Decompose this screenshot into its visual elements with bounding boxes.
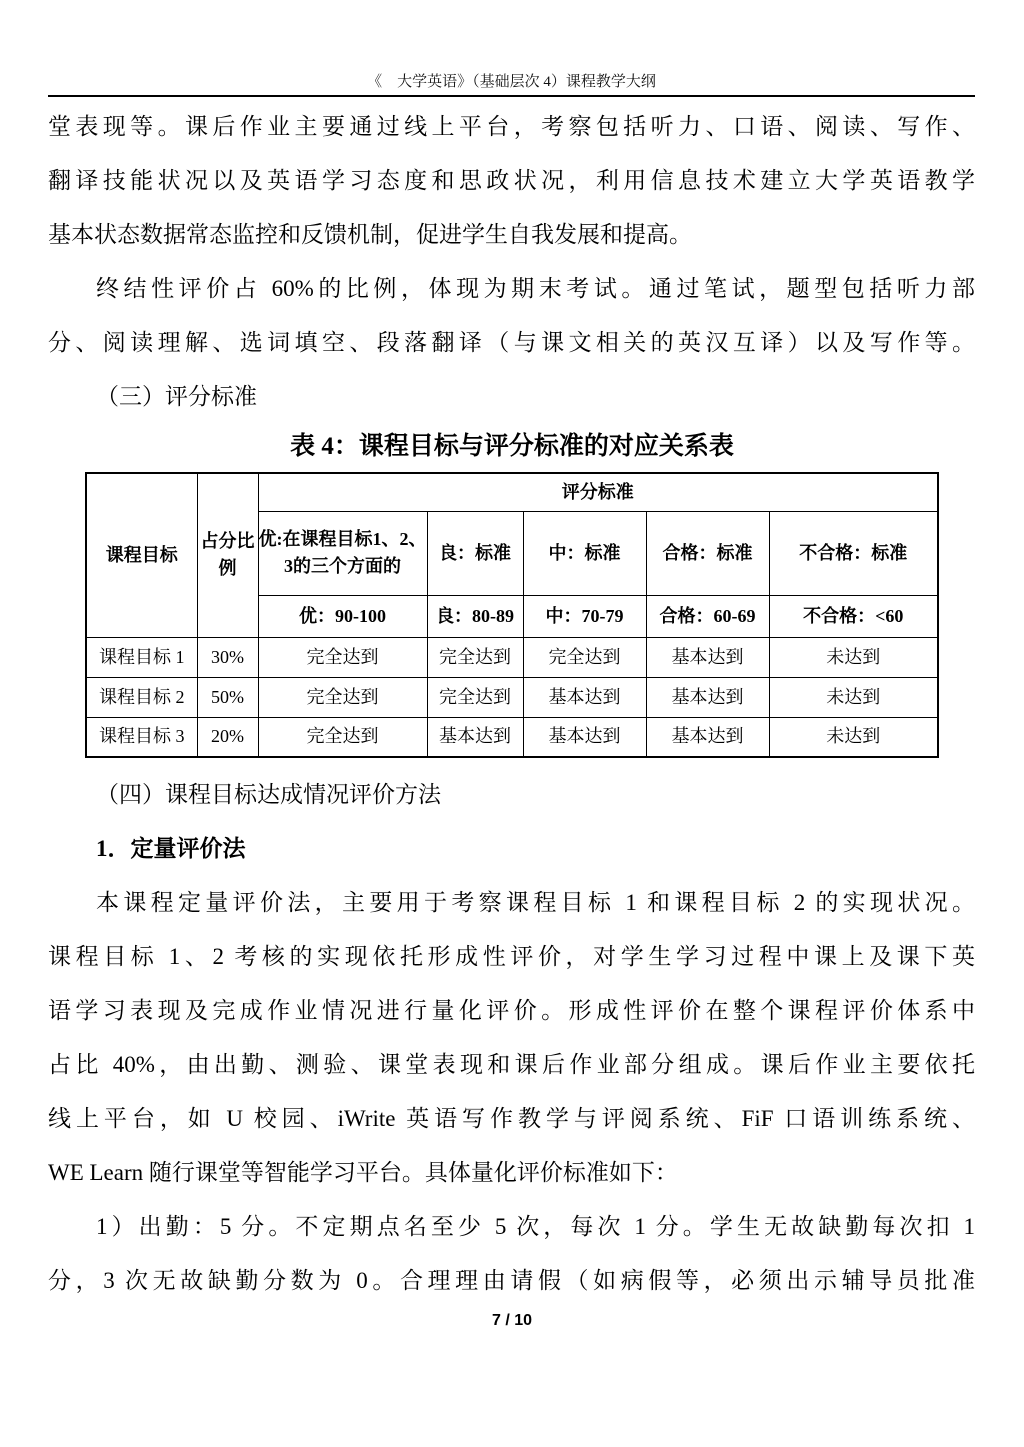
attainment-cell: 基本达到: [646, 637, 769, 677]
header-title: 《 大学英语》（基础层次 4）课程教学大纲: [367, 74, 656, 90]
table-row: [86, 637, 938, 677]
attainment-cell: 基本达到: [427, 717, 523, 757]
criteria-header-cell: 中：标准: [523, 511, 646, 595]
text-line: 堂表现等。课后作业主要通过线上平台，考察包括听力、口语、阅读、写作、: [48, 114, 975, 139]
goal-cell: 课程目标 1: [86, 637, 197, 677]
weight-cell: 30%: [197, 637, 258, 677]
text-line: 翻译技能状况以及英语学习态度和思政状况，利用信息技术建立大学英语教学: [48, 168, 975, 193]
attainment-cell: 基本达到: [646, 717, 769, 757]
attainment-cell: 完全达到: [258, 677, 427, 717]
attainment-cell: 未达到: [769, 677, 938, 717]
table-row: [86, 473, 938, 511]
body-text-bottom: [48, 768, 975, 1308]
text-line: 分，3 次无故缺勤分数为 0。合理理由请假（如病假等，必须出示辅导员批准: [48, 1268, 975, 1293]
attainment-cell: 基本达到: [646, 677, 769, 717]
text-line: 课程目标 1、2 考核的实现依托形成性评价，对学生学习过程中课上及课下英: [48, 944, 975, 969]
attainment-cell: 未达到: [769, 717, 938, 757]
text-line: 本课程定量评价法，主要用于考察课程目标 1 和课程目标 2 的实现状况。: [96, 890, 975, 915]
text-line: （四）课程目标达成情况评价方法: [96, 782, 441, 807]
grading-table: [85, 472, 939, 758]
text-line: 线上平台，如 U 校园、iWrite 英语写作教学与评阅系统、FiF 口语训练系统、: [48, 1106, 975, 1131]
table-row: [86, 717, 938, 757]
text-line: 语学习表现及完成作业情况进行量化评价。形成性评价在整个课程评价体系中: [48, 998, 975, 1023]
goal-column-header: 课程目标: [86, 473, 197, 637]
attainment-cell: 完全达到: [523, 637, 646, 677]
table-caption: 表 4：课程目标与评分标准的对应关系表: [290, 433, 734, 460]
attainment-cell: 完全达到: [258, 717, 427, 757]
header-rule: [48, 95, 975, 97]
attainment-cell: 基本达到: [523, 677, 646, 717]
attainment-cell: 完全达到: [427, 677, 523, 717]
score-range-cell: 中：70-79: [523, 595, 646, 637]
criteria-header-cell: 良：标准: [427, 511, 523, 595]
weight-cell: 20%: [197, 717, 258, 757]
attainment-cell: 完全达到: [258, 637, 427, 677]
text-line: 1．定量评价法: [96, 836, 246, 861]
criteria-header-cell: 不合格：标准: [769, 511, 938, 595]
table-row: [86, 677, 938, 717]
weight-cell: 50%: [197, 677, 258, 717]
text-line: 占比 40%，由出勤、测验、课堂表现和课后作业部分组成。课后作业主要依托: [48, 1052, 975, 1077]
body-text-top: [48, 100, 975, 424]
attainment-cell: 基本达到: [523, 717, 646, 757]
score-range-cell: 不合格：<60: [769, 595, 938, 637]
criteria-header-cell: 合格：标准: [646, 511, 769, 595]
score-range-cell: 良：80-89: [427, 595, 523, 637]
text-line: （三）评分标准: [96, 384, 257, 409]
weight-column-header: 占分比例: [197, 473, 258, 637]
text-line: 终结性评价占 60%的比例，体现为期末考试。通过笔试，题型包括听力部: [96, 276, 975, 301]
text-line: 基本状态数据常态监控和反馈机制，促进学生自我发展和提高。: [48, 222, 692, 247]
text-line: 分、阅读理解、选词填空、段落翻译（与课文相关的英汉互译）以及写作等。: [48, 330, 975, 355]
criteria-header-cell: 优:在课程目标1、2、3的三个方面的: [258, 511, 427, 595]
goal-cell: 课程目标 2: [86, 677, 197, 717]
attainment-cell: 完全达到: [427, 637, 523, 677]
attainment-cell: 未达到: [769, 637, 938, 677]
page-header: [48, 72, 975, 92]
score-range-cell: 合格：60-69: [646, 595, 769, 637]
criteria-span-header: 评分标准: [258, 473, 938, 511]
page-number: 7 / 10: [491, 1312, 533, 1329]
score-range-cell: 优：90-100: [258, 595, 427, 637]
goal-cell: 课程目标 3: [86, 717, 197, 757]
text-line: WE Learn 随行课堂等智能学习平台。具体量化评价标准如下：: [48, 1160, 678, 1185]
text-line: 1）出勤：5 分。不定期点名至少 5 次，每次 1 分。学生无故缺勤每次扣 1: [96, 1214, 975, 1239]
